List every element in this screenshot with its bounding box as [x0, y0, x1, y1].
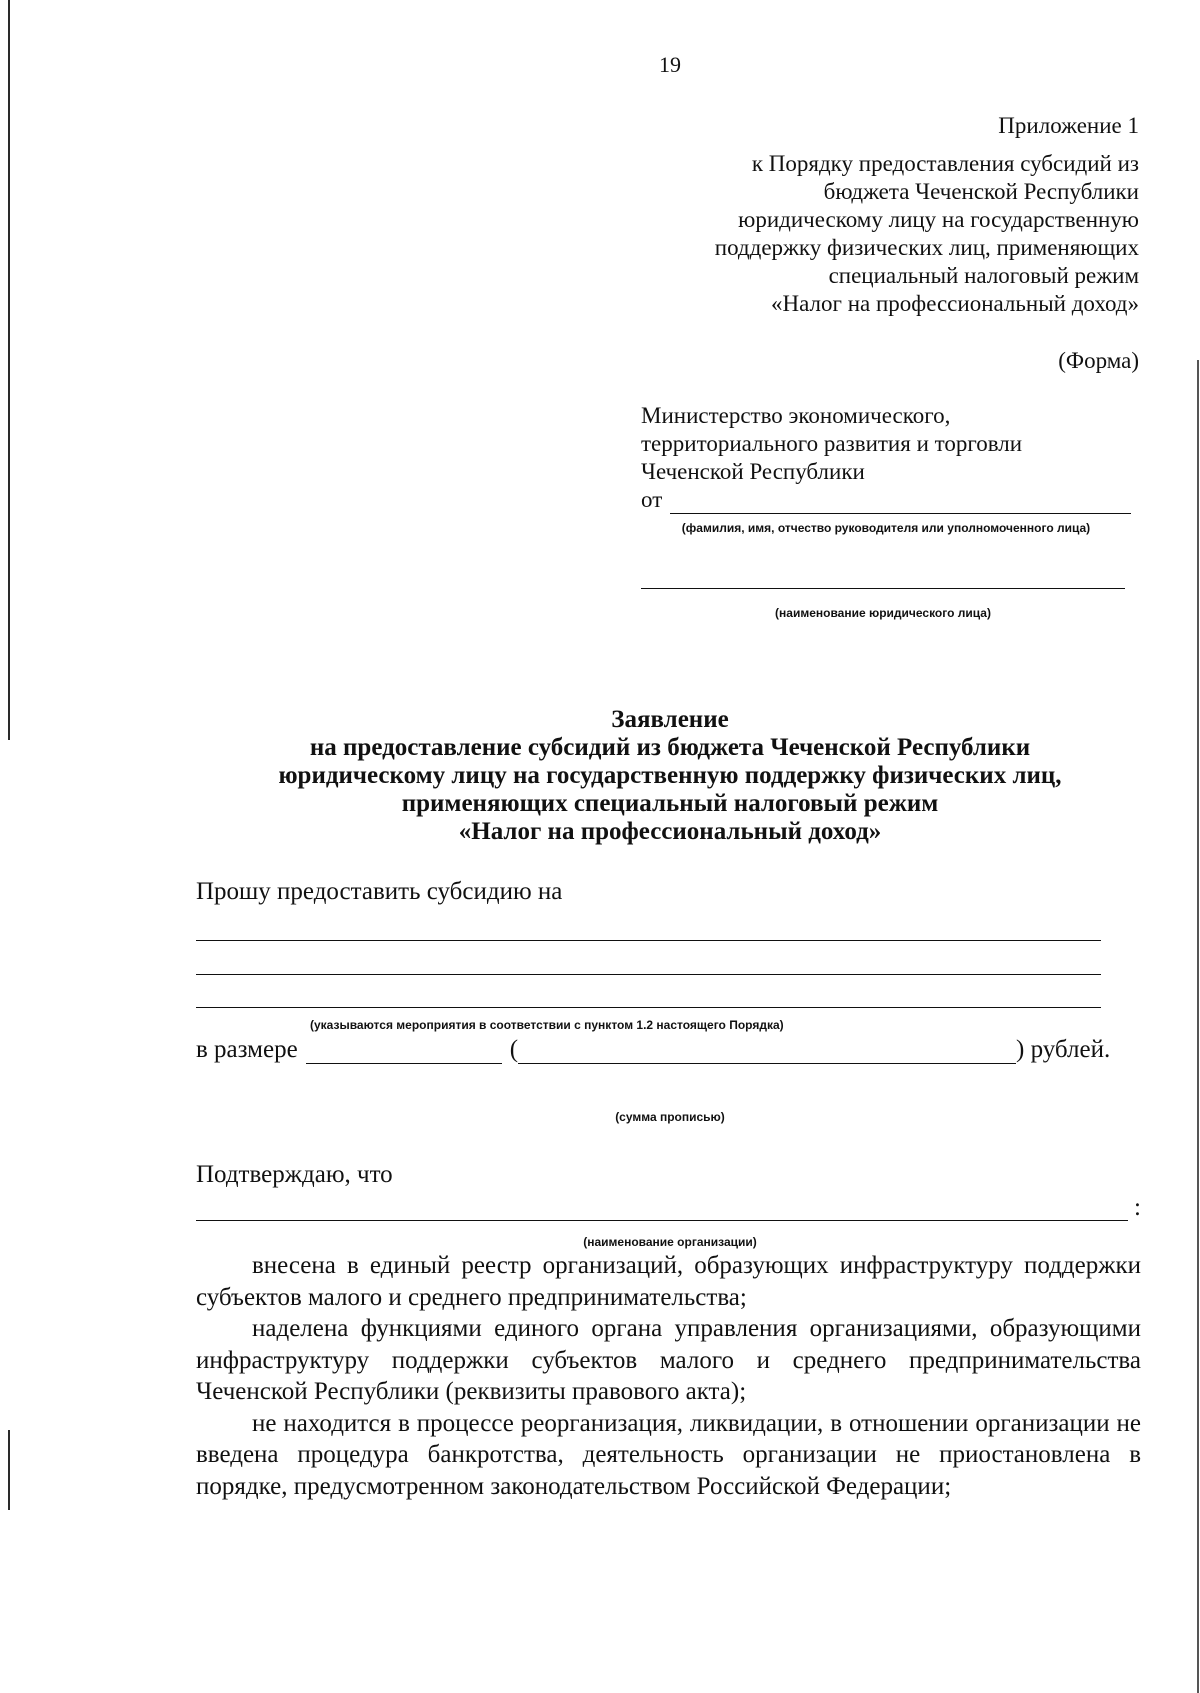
- scan-edge-right: [1197, 360, 1199, 1693]
- title-line: «Налог на профессиональный доход»: [458, 818, 882, 845]
- annex-block: [579, 112, 1139, 318]
- amount-label: в размере: [196, 1036, 298, 1063]
- amount-row: [196, 1036, 1141, 1064]
- annex-line: поддержку физических лиц, применяющих: [714, 235, 1139, 260]
- title-line: юридическому лицу на государственную поддержку физических лиц,: [278, 762, 1062, 789]
- annex-line: «Налог на профессиональный доход»: [771, 291, 1139, 316]
- legal-entity-field[interactable]: [641, 588, 1125, 589]
- hint-amount-words: (сумма прописью): [615, 1110, 725, 1124]
- title-line: Заявление: [611, 706, 729, 733]
- addressee-line: Чеченской Республики: [641, 459, 865, 484]
- confirm-paragraph: внесена в единый реестр организаций, образующих инфраструктуру поддержки субъектов малого и среднего предпринимательства;: [196, 1252, 1141, 1311]
- title-line: на предоставление субсидий из бюджета Чеченской Республики: [309, 734, 1031, 761]
- annex-line: к Порядку предоставления субсидий из: [751, 151, 1139, 176]
- amount-words-field[interactable]: [518, 1039, 1016, 1064]
- annex-line: специальный налоговый режим: [828, 263, 1139, 288]
- hint-legal-entity: (наименование юридического лица): [775, 606, 991, 620]
- events-field-line[interactable]: [196, 940, 1101, 941]
- addressee-line: территориального развития и торговли: [641, 431, 1023, 456]
- amount-number-field[interactable]: [306, 1039, 502, 1064]
- addressee-line: Министерство экономического,: [641, 403, 951, 428]
- form-label: (Форма): [1058, 348, 1139, 373]
- from-label: от: [641, 487, 663, 512]
- confirm-paragraph: не находится в процессе реорганизация, ликвидации, в отношении организации не введена процедура банкротства, деятельность организации не приостановлена в порядке, предусмотренном законодательством Российской Федерации;: [196, 1409, 1141, 1500]
- rubles-label: ) рублей.: [1016, 1036, 1111, 1063]
- org-colon: :: [1134, 1194, 1141, 1221]
- confirm-text: Подтверждаю, что: [196, 1161, 393, 1188]
- confirm-paragraph: наделена функциями единого органа управления организациями, образующими инфраструктуру поддержки субъектов малого и среднего предпринимательства Чеченской Республики (реквизиты правового акта);: [196, 1315, 1141, 1405]
- from-row: [641, 486, 1131, 514]
- events-field-line[interactable]: [196, 974, 1101, 975]
- title-line: применяющих специальный налоговый режим: [401, 790, 939, 817]
- page-number: 19: [659, 52, 681, 77]
- annex-line: юридическому лицу на государственную: [738, 207, 1139, 232]
- open-paren: (: [509, 1036, 519, 1063]
- scan-edge-left-lower: [8, 1430, 10, 1510]
- addressee-block: [641, 402, 1131, 514]
- request-text: Прошу предоставить субсидию на: [196, 878, 563, 905]
- events-field-line[interactable]: [196, 1007, 1101, 1008]
- hint-fio: (фамилия, имя, отчество руководителя или уполномоченного лица): [681, 521, 1091, 535]
- annex-line: бюджета Чеченской Республики: [823, 179, 1139, 204]
- from-field[interactable]: [670, 489, 1131, 514]
- document-title: [0, 706, 1200, 846]
- scan-edge-left: [8, 0, 10, 740]
- confirm-paragraphs: [196, 1250, 1141, 1502]
- annex-title: Приложение 1: [998, 113, 1139, 138]
- org-row: [196, 1194, 1141, 1221]
- hint-organization: (наименование организации): [583, 1235, 757, 1249]
- hint-events: (указываются мероприятия в соответствии с пунктом 1.2 настоящего Порядка): [310, 1018, 784, 1032]
- organization-field[interactable]: [196, 1194, 1128, 1221]
